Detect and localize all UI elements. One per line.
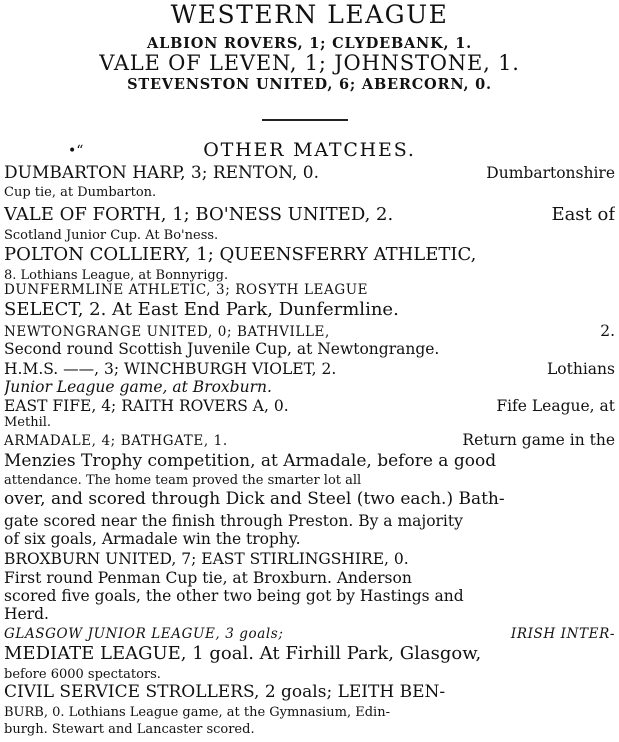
match-civil-service-score: CIVIL SERVICE STROLLERS, 2 goals; LEITH BEN- — [4, 682, 446, 702]
match-dumbarton-line-1 — [4, 163, 615, 183]
match-dumbarton-line-2: Cup tie, at Dumbarton. — [4, 185, 157, 200]
section-divider — [262, 119, 348, 121]
other-matches-title: OTHER MATCHES. — [203, 139, 416, 161]
match-armadale-line-5: gate scored near the finish through Preston. By a majority — [4, 512, 463, 530]
result-vale-johnstone: VALE OF LEVEN, 1; JOHNSTONE, 1. — [99, 51, 520, 75]
match-broxburn-score: BROXBURN UNITED, 7; EAST STIRLINGSHIRE, 0. — [4, 550, 409, 568]
match-armadale-line-6: of six goals, Armadale win the trophy. — [4, 530, 301, 548]
match-hms-score: H.M.S. ——, 3; WINCHBURGH VIOLET, 2. — [4, 360, 337, 378]
other-matches-heading — [0, 139, 619, 161]
match-polton-line-2: 8. Lothians League, at Bonnyrigg. — [4, 268, 229, 283]
match-broxburn-line-3: scored five goals, the other two being got by Hastings and — [4, 587, 464, 605]
match-dunfermline-line-1 — [4, 282, 615, 298]
match-east-fife-score: EAST FIFE, 4; RAITH ROVERS A, 0. — [4, 397, 289, 415]
match-east-fife-line-1: EAST FIFE, 4; RAITH ROVERS A, 0. Fife League, at — [4, 397, 615, 415]
match-broxburn-line-1 — [4, 550, 615, 568]
match-dunfermline-score: DUNFERMLINE ATHLETIC, 3; ROSYTH LEAGUE — [4, 282, 369, 298]
match-civil-service-line-3: burgh. Stewart and Lancaster scored. — [4, 722, 255, 737]
match-vale-of-forth-competition: East of — [551, 204, 615, 225]
match-dunfermline-line-2: SELECT, 2. At East End Park, Dunfermline. — [4, 299, 399, 320]
result-albion-clydebank: ALBION ROVERS, 1; CLYDEBANK, 1. — [147, 35, 472, 52]
match-newtongrange-line-2: Second round Scottish Juvenile Cup, at Newtongrange. — [4, 340, 440, 358]
match-glasgow-line-1: GLASGOW JUNIOR LEAGUE, 3 goals; IRISH INTER- — [4, 626, 615, 642]
match-armadale-line-4: over, and scored through Dick and Steel (two each.) Bath- — [4, 489, 505, 509]
match-armadale-line-3: attendance. The home team proved the smarter lot all — [4, 473, 362, 488]
match-glasgow-line-3: before 6000 spectators. — [4, 667, 161, 682]
match-hms-line-1: H.M.S. ——, 3; WINCHBURGH VIOLET, 2. Lothians — [4, 360, 615, 378]
match-dumbarton-competition: Dumbartonshire — [486, 164, 615, 182]
match-armadale-score: ARMADALE, 4; BATHGATE, 1. — [4, 433, 228, 449]
match-broxburn-line-2: First round Penman Cup tie, at Broxburn. Anderson — [4, 569, 412, 587]
match-dumbarton-score: DUMBARTON HARP, 3; RENTON, 0. — [4, 163, 320, 183]
western-league-heading: WESTERN LEAGUE — [170, 0, 449, 29]
match-polton-score: POLTON COLLIERY, 1; QUEENSFERRY ATHLETIC, — [4, 244, 477, 265]
match-vale-of-forth-line-2: Scotland Junior Cup. At Bo'ness. — [4, 228, 219, 243]
match-glasgow-score: GLASGOW JUNIOR LEAGUE, 3 goals; — [4, 626, 284, 642]
match-civil-service-line-2: BURB, 0. Lothians League game, at the Gymnasium, Edin- — [4, 705, 390, 720]
match-newtongrange-score: NEWTONGRANGE UNITED, 0; BATHVILLE, — [4, 324, 330, 340]
match-civil-service-line-1 — [4, 682, 615, 702]
match-glasgow-line-2: MEDIATE LEAGUE, 1 goal. At Firhill Park, Glasgow, — [4, 643, 482, 664]
match-east-fife-line-2: Methil. — [4, 415, 52, 430]
match-vale-of-forth-score: VALE OF FORTH, 1; BO'NESS UNITED, 2. — [4, 204, 394, 225]
match-hms-line-2: Junior League game, at Broxburn. — [4, 378, 272, 396]
print-mark: •“ — [68, 143, 84, 159]
match-vale-of-forth-line-1 — [4, 204, 615, 225]
match-broxburn-line-4: Herd. — [4, 605, 49, 623]
match-armadale-line-1: ARMADALE, 4; BATHGATE, 1. Return game in the — [4, 431, 615, 449]
match-newtongrange-line-1: NEWTONGRANGE UNITED, 0; BATHVILLE, 2. — [4, 322, 615, 340]
match-armadale-line-2: Menzies Trophy competition, at Armadale, before a good — [4, 451, 497, 471]
result-stevenston-abercorn: STEVENSTON UNITED, 6; ABERCORN, 0. — [127, 76, 492, 93]
match-polton-line-1 — [4, 244, 615, 265]
